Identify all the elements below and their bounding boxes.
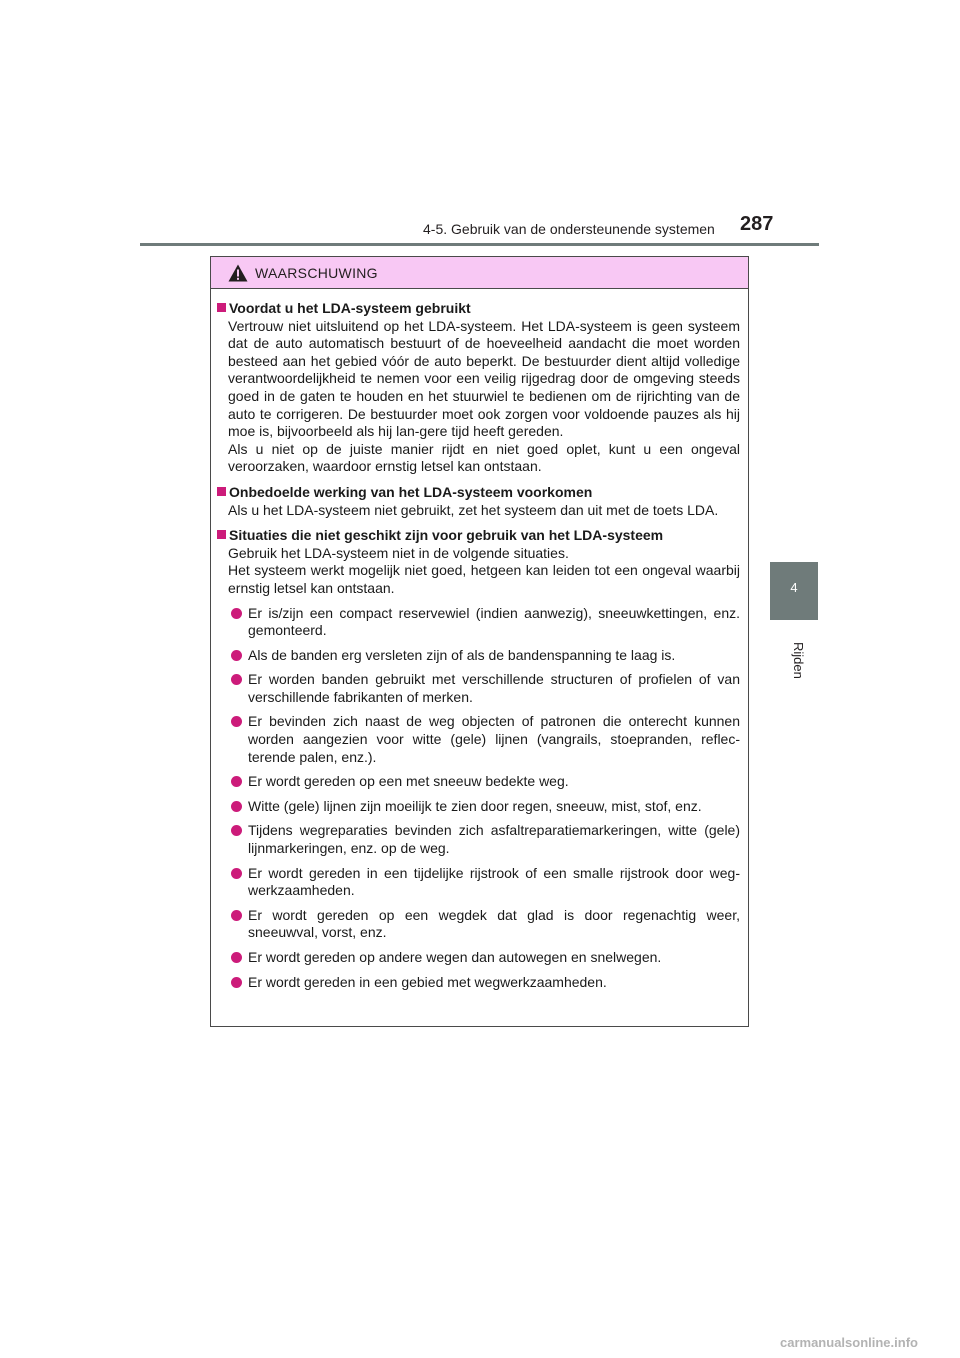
- warning-triangle-icon: [228, 264, 248, 282]
- paragraph: Gebruik het LDA-systeem niet in de volgende situaties.: [228, 544, 569, 561]
- round-bullet-icon: [231, 776, 242, 787]
- paragraph: Het systeem werkt mogelijk niet goed, hetgeen kan leiden tot een ongeval waarbij ernstig letsel kan ontstaan.: [228, 562, 740, 596]
- chapter-tab: [770, 562, 818, 620]
- list-item: Er wordt gereden op een wegdek dat glad is door regenachtig weer, sneeuwval, vorst, enz.: [231, 907, 740, 942]
- list-item: Er bevinden zich naast de weg objecten of patronen die onterecht kunnen worden aangezien voor witte (gele) lijnen (vangrails, stoepranden, reflec-terende palen, enz.).: [231, 713, 740, 766]
- section-heading-text: Situaties die niet geschikt zijn voor gebruik van het LDA-systeem: [229, 527, 664, 544]
- round-bullet-icon: [231, 650, 242, 661]
- list-item: Er is/zijn een compact reservewiel (indien aanwezig), sneeuwkettingen, enz. gemonteerd.: [231, 605, 740, 640]
- section-heading: [217, 484, 740, 502]
- section-heading-text: Voordat u het LDA-systeem gebruikt: [229, 300, 471, 316]
- warning-title: WAARSCHUWING: [255, 265, 378, 281]
- round-bullet-icon: [231, 801, 242, 812]
- list-item: Witte (gele) lijnen zijn moeilijk te zien door regen, sneeuw, mist, stof, enz.: [231, 798, 740, 816]
- header-rule: [140, 243, 819, 246]
- round-bullet-icon: [231, 608, 242, 619]
- chapter-label: Rijden: [791, 641, 806, 679]
- round-bullet-icon: [231, 977, 242, 988]
- section-heading-text: Onbedoelde werking van het LDA-systeem voorkomen: [229, 483, 593, 500]
- paragraph: Als u het LDA-systeem niet gebruikt, zet het systeem dan uit met de toets LDA.: [228, 501, 719, 518]
- square-bullet-icon: [217, 530, 226, 539]
- section-heading: [217, 300, 740, 318]
- section-unsuitable-situations: [217, 527, 740, 991]
- square-bullet-icon: [217, 487, 226, 496]
- running-header-section: 4-5. Gebruik van de ondersteunende systemen: [423, 221, 715, 237]
- section-before-use: [217, 300, 740, 476]
- list-item: Er worden banden gebruikt met verschillende structuren of profielen of van verschillende fabrikanten of merken.: [231, 671, 740, 706]
- paragraph: Vertrouw niet uitsluitend op het LDA-systeem. Het LDA-systeem is geen systeem dat de auto automatisch bestuurt of de hoeveelheid aandacht die moet worden besteed aan het gebied vóór de auto beperkt. De bestuurder dient altijd volledige verantwoordelijkheid te nemen voor een veilig rijgedrag door de omgeving steeds goed in de gaten te houden en het stuurwiel te bedienen om de rijrichting van de auto te corrigeren. De bestuurder moet ook zorgen voor voldoende pauzes als hij moe is, bijvoorbeeld als hij lan-gere tijd heeft gereden.: [228, 317, 740, 440]
- chapter-number: 4: [790, 580, 798, 595]
- watermark: carmanualsonline.info: [780, 1335, 918, 1350]
- section-unintended-operation: [217, 484, 740, 519]
- warning-box: [210, 256, 749, 1027]
- round-bullet-icon: [231, 910, 242, 921]
- list-item: Er wordt gereden in een tijdelijke rijstrook of een smalle rijstrook door weg-werkzaamheden.: [231, 865, 740, 900]
- square-bullet-icon: [217, 303, 226, 312]
- list-item: Als de banden erg versleten zijn of als de bandenspanning te laag is.: [231, 647, 740, 665]
- round-bullet-icon: [231, 716, 242, 727]
- round-bullet-icon: [231, 952, 242, 963]
- list-item: Er wordt gereden op andere wegen dan autowegen en snelwegen.: [231, 949, 740, 967]
- situation-list: [217, 605, 740, 992]
- section-heading: [217, 527, 740, 545]
- list-item: Er wordt gereden op een met sneeuw bedekte weg.: [231, 773, 740, 791]
- round-bullet-icon: [231, 674, 242, 685]
- warning-body: [211, 289, 748, 991]
- list-item: Tijdens wegreparaties bevinden zich asfaltreparatiemarkeringen, witte (gele) lijnmarkeringen, enz. op de weg.: [231, 822, 740, 857]
- list-item: Er wordt gereden in een gebied met wegwerkzaamheden.: [231, 974, 740, 992]
- round-bullet-icon: [231, 825, 242, 836]
- paragraph: Als u niet op de juiste manier rijdt en niet goed oplet, kunt u een ongeval veroorzaken, waardoor ernstig letsel kan ontstaan.: [228, 440, 740, 475]
- page-number: 287: [740, 213, 774, 235]
- round-bullet-icon: [231, 868, 242, 879]
- warning-header: [211, 257, 748, 289]
